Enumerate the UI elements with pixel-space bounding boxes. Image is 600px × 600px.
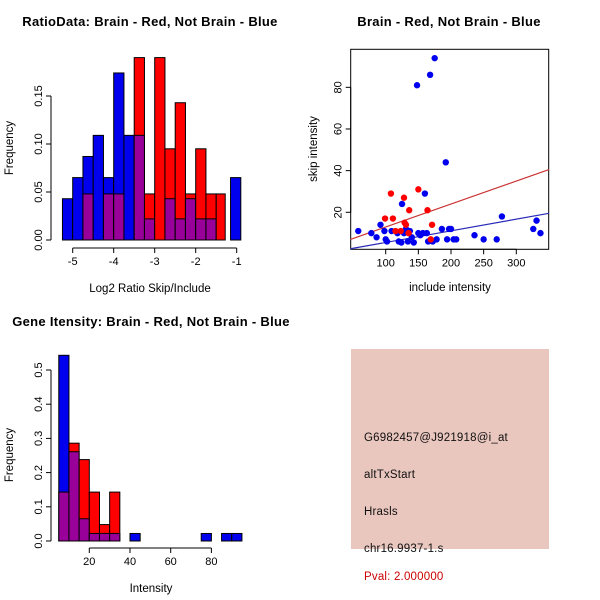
locus-text: chr16.9937-1.s xyxy=(364,543,444,555)
y-tick-label: 0.5 xyxy=(33,362,45,378)
overlap-bar xyxy=(175,219,185,240)
histogram-bar xyxy=(231,178,241,240)
x-axis-label: include intensity xyxy=(409,282,491,294)
scatter-point xyxy=(499,213,505,219)
gene-symbol-text: Hrasls xyxy=(364,506,398,518)
scatter-point xyxy=(398,228,404,234)
scatter-point xyxy=(530,226,536,232)
y-tick-label: 0.15 xyxy=(33,85,45,107)
overlap-bar xyxy=(165,199,175,240)
y-tick-label: 0.00 xyxy=(33,229,45,251)
scatter-point xyxy=(382,215,388,221)
scatter-point xyxy=(405,230,411,236)
scatter-point xyxy=(414,82,420,88)
y-axis xyxy=(33,362,51,548)
overlap-bar xyxy=(59,492,69,541)
x-tick-label: 20 xyxy=(83,556,96,568)
y-tick-label: 0.1 xyxy=(33,499,45,515)
overlap-bar xyxy=(69,452,79,541)
scatter-point xyxy=(494,236,500,242)
y-axis-label: Frequency xyxy=(4,427,16,483)
y-tick-label: 80 xyxy=(332,81,345,94)
scatter-point xyxy=(381,228,387,234)
event-type-text: altTxStart xyxy=(364,469,416,481)
x-axis-label: Intensity xyxy=(129,583,173,595)
scatter-point xyxy=(406,207,412,213)
histogram-bar xyxy=(216,194,225,240)
x-axis xyxy=(377,249,526,269)
chart-title: RatioData: Brain - Red, Not Brain - Blue xyxy=(22,14,278,29)
scatter-point xyxy=(448,226,454,232)
overlap-bar xyxy=(144,219,154,240)
x-tick-label: 250 xyxy=(474,257,493,270)
scatter-point xyxy=(355,228,361,234)
histogram-bar xyxy=(93,135,103,240)
histogram-bars xyxy=(62,58,240,240)
scatter-point xyxy=(373,234,379,240)
scatter-point xyxy=(453,236,459,242)
chart-title: Brain - Red, Not Brain - Blue xyxy=(357,14,541,29)
scatter-point xyxy=(377,222,383,228)
x-tick-label: -3 xyxy=(149,256,160,268)
y-tick-label: 40 xyxy=(332,164,345,177)
scatter-point xyxy=(533,217,539,223)
overlap-bar xyxy=(134,135,144,240)
histogram-bar xyxy=(130,533,140,541)
y-tick-label: 0.2 xyxy=(33,464,45,481)
scatter-point xyxy=(444,236,450,242)
overlap-bar xyxy=(185,199,195,240)
histogram-bar xyxy=(73,178,83,240)
x-tick-label: 200 xyxy=(441,257,461,270)
overlap-bar xyxy=(110,533,120,541)
scatter-point xyxy=(384,238,390,244)
gene-info-box xyxy=(351,349,549,583)
scatter-point xyxy=(431,55,437,61)
scatter-point xyxy=(398,239,404,245)
overlap-bar xyxy=(206,219,216,240)
chart-title: Gene Itensity: Brain - Red, Not Brain - Blue xyxy=(12,314,290,329)
scatter-point xyxy=(424,230,430,236)
overlap-bar xyxy=(99,533,109,541)
scatter-point xyxy=(471,232,477,238)
fit-lines xyxy=(350,170,549,249)
scatter-point xyxy=(424,207,430,213)
scatter-point xyxy=(439,226,445,232)
histogram-bar xyxy=(62,199,72,240)
y-axis xyxy=(333,81,351,218)
x-tick-label: 100 xyxy=(376,257,395,270)
y-axis-label: Frequency xyxy=(4,120,16,176)
x-tick-label: 150 xyxy=(409,257,428,270)
x-axis xyxy=(68,248,242,268)
info-panel xyxy=(300,300,600,600)
y-tick-label: 60 xyxy=(332,122,345,136)
x-tick-label: -1 xyxy=(231,256,242,268)
x-axis-label: Log2 Ratio Skip/Include xyxy=(89,283,211,295)
x-tick-label: 80 xyxy=(205,556,218,568)
scatter-point xyxy=(433,236,439,242)
overlap-bar xyxy=(196,219,206,240)
ratio-histogram-panel xyxy=(0,0,300,300)
y-tick-label: 0.0 xyxy=(33,533,45,549)
y-tick-label: 0.10 xyxy=(33,133,45,155)
y-axis-label: skip intensity xyxy=(308,116,320,182)
scatter-point xyxy=(428,236,434,242)
pval-text: Pval: 2.000000 xyxy=(364,571,444,583)
scatter-point xyxy=(403,222,409,228)
y-tick-label: 0.3 xyxy=(33,430,45,447)
scatter-point xyxy=(399,201,405,207)
scatter-point xyxy=(429,222,435,228)
overlap-bar xyxy=(103,194,113,240)
y-tick-label: 0.4 xyxy=(33,396,45,412)
intensity-scatter-panel xyxy=(300,0,600,300)
histogram-bars xyxy=(59,355,242,541)
scatter-point xyxy=(368,230,374,236)
scatter-point xyxy=(537,230,543,236)
y-tick-label: 0.05 xyxy=(33,181,45,203)
y-tick-label: 20 xyxy=(332,206,345,219)
overlap-bar xyxy=(83,194,93,240)
histogram-bar xyxy=(155,58,165,240)
scatter-point xyxy=(390,215,396,221)
histogram-bar xyxy=(232,533,242,541)
scatter-point xyxy=(401,195,407,201)
y-axis xyxy=(33,85,51,250)
overlap-bar xyxy=(89,533,99,541)
x-tick-label: -5 xyxy=(67,256,78,268)
gene-histogram-panel xyxy=(0,300,300,600)
histogram-bar xyxy=(201,533,211,541)
scatter-point xyxy=(427,72,433,78)
scatter-point xyxy=(480,236,486,242)
scatter-point xyxy=(443,159,449,165)
x-tick-label: -2 xyxy=(190,256,201,268)
scatter-point xyxy=(422,190,428,196)
x-tick-label: -4 xyxy=(108,256,119,268)
overlap-bar xyxy=(79,519,89,541)
x-tick-label: 40 xyxy=(123,556,137,568)
x-tick-label: 300 xyxy=(507,257,526,270)
probe-id-text: G6982457@J921918@i_at xyxy=(364,432,508,444)
scatter-point xyxy=(388,190,394,196)
x-axis xyxy=(83,548,217,568)
x-tick-label: 60 xyxy=(164,556,177,568)
overlap-bar xyxy=(114,194,124,240)
scatter-point xyxy=(411,239,417,245)
histogram-bar xyxy=(124,135,134,240)
scatter-point xyxy=(415,186,421,192)
histogram-bar xyxy=(222,533,232,541)
plot-box xyxy=(351,49,549,249)
